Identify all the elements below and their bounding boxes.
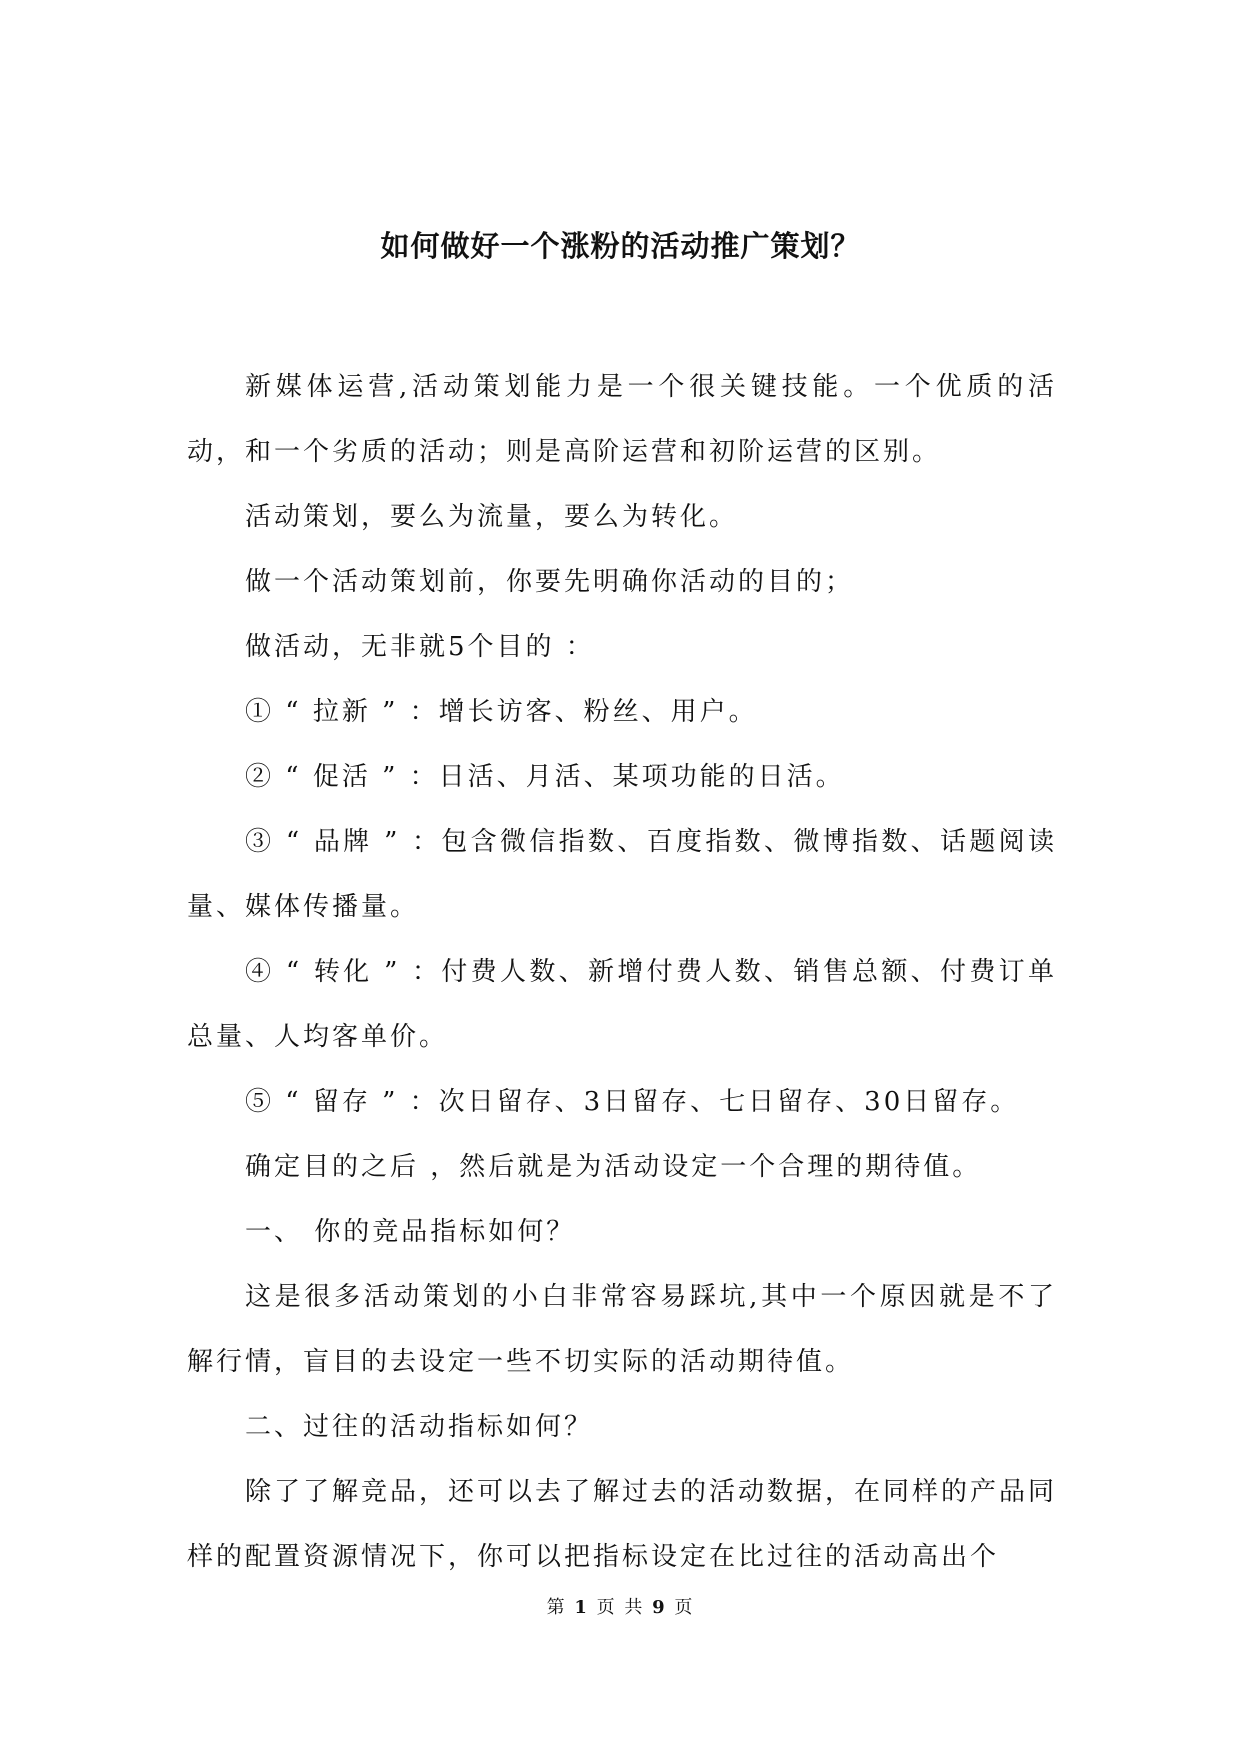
list-item-2: ② “ 促活 ” ：日活、月活、某项功能的日活。 <box>245 762 845 792</box>
page-footer <box>0 1593 1241 1619</box>
current-page-number: 1 <box>574 1597 589 1618</box>
paragraph: 除了了解竞品，还可以去了解过去的活动数据，在同样的产品同样的配置资源情况下，你可以把指标设定在比过往的活动高出个 <box>187 1477 1058 1572</box>
paragraph: 活动策划，要么为流量，要么为转化。 <box>245 502 739 532</box>
document-body <box>187 355 1057 1590</box>
footer-middle: 页 共 <box>596 1597 645 1618</box>
paragraph: 做一个活动策划前，你要先明确你活动的目的； <box>245 567 855 597</box>
footer-suffix: 页 <box>674 1597 695 1618</box>
section-heading-2: 二、过往的活动指标如何？ <box>245 1412 594 1442</box>
paragraph: 做活动，无非就5个目的 ： <box>245 632 595 662</box>
footer-prefix: 第 <box>546 1597 567 1618</box>
list-item-1: ① “ 拉新 ” ：增长访客、粉丝、用户。 <box>245 697 758 727</box>
list-item-5: ⑤ “ 留存 ” ：次日留存、3日留存、七日留存、30日留存。 <box>245 1087 1020 1117</box>
paragraph: 这是很多活动策划的小白非常容易踩坑,其中一个原因就是不了解行情，盲目的去设定一些不切实际的活动期待值。 <box>187 1282 1057 1377</box>
list-item-3: ③ “ 品牌 ” ：包含微信指数、百度指数、微博指数、话题阅读量、媒体传播量。 <box>187 827 1057 922</box>
paragraph: 确定目的之后 ，然后就是为活动设定一个合理的期待值。 <box>245 1152 982 1182</box>
paragraph: 新媒体运营,活动策划能力是一个很关键技能。一个优质的活动，和一个劣质的活动；则是高阶运营和初阶运营的区别。 <box>187 372 1057 467</box>
list-item-4: ④ “ 转化 ” ：付费人数、新增付费人数、销售总额、付费订单总量、人均客单价。 <box>187 957 1057 1052</box>
section-heading-1: 一、 你的竞品指标如何？ <box>245 1217 576 1247</box>
document-title: 如何做好一个涨粉的活动推广策划？ <box>380 229 861 263</box>
total-pages-number: 9 <box>652 1597 667 1618</box>
